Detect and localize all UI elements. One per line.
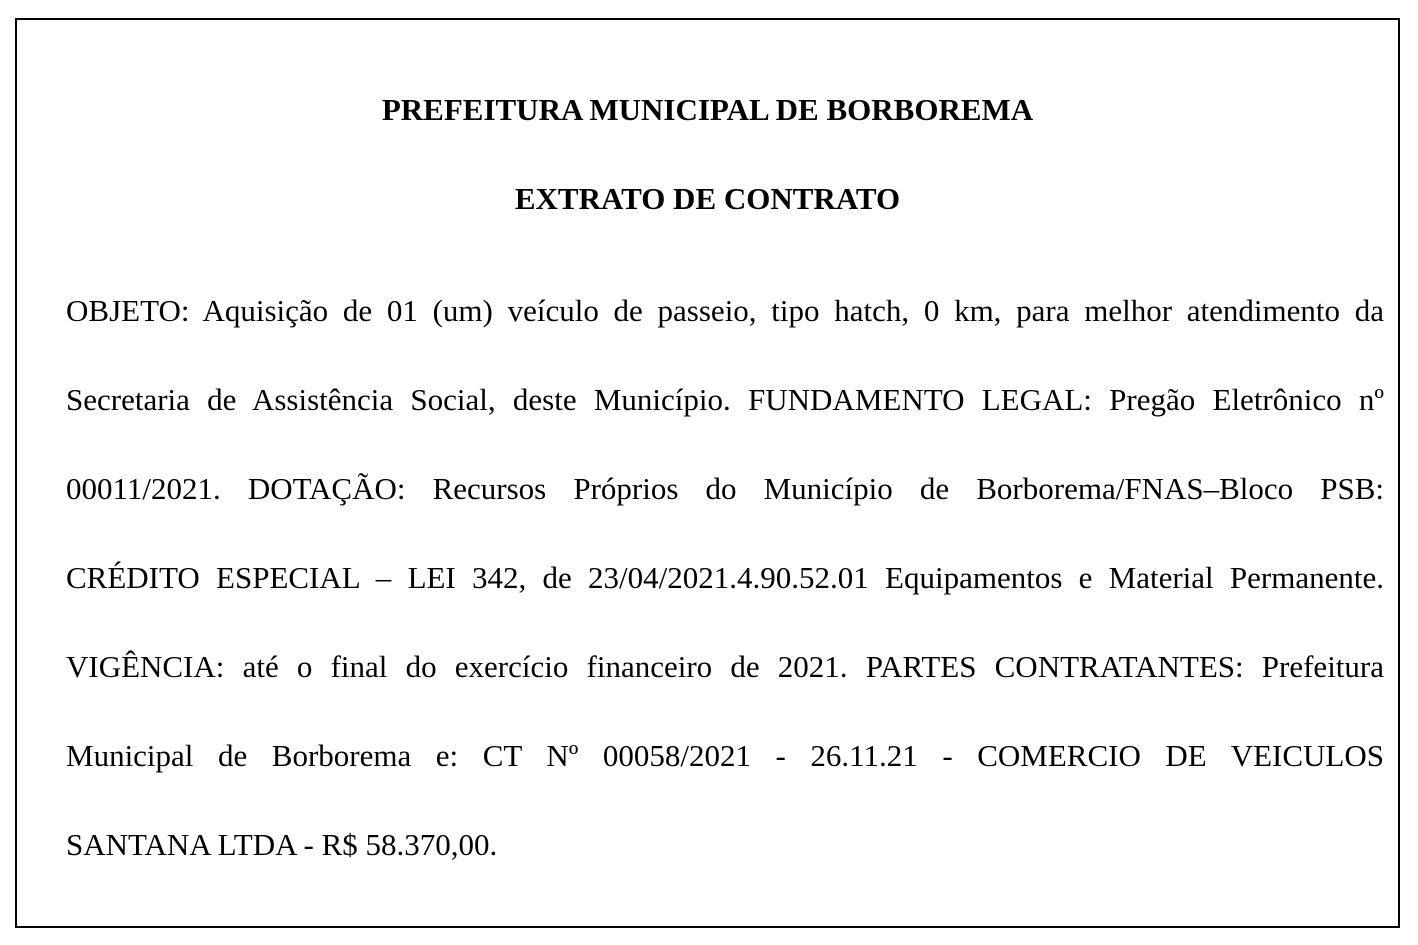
body-line: Municipal de Borborema e: CT Nº 00058/2021 - 26.11.21 - COMERCIO DE VEICULOS [66,738,1384,773]
body-line: SANTANA LTDA - R$ 58.370,00. [66,827,498,862]
issuer-heading: PREFEITURA MUNICIPAL DE BORBOREMA [381,92,1034,127]
body-line: VIGÊNCIA: até o final do exercício financeiro de 2021. PARTES CONTRATANTES: Prefeitura [66,649,1384,684]
document-title: EXTRATO DE CONTRATO [514,181,901,216]
body-line: 00011/2021. DOTAÇÃO: Recursos Próprios do Município de Borborema/FNAS–Bloco PSB: [66,471,1384,506]
notice-frame [15,18,1400,928]
contract-body [66,266,1384,889]
body-line: OBJETO: Aquisição de 01 (um) veículo de passeio, tipo hatch, 0 km, para melhor atendimento da [66,293,1384,328]
body-line: Secretaria de Assistência Social, deste Município. FUNDAMENTO LEGAL: Pregão Eletrônico nº [66,382,1384,417]
body-line: CRÉDITO ESPECIAL – LEI 342, de 23/04/2021.4.90.52.01 Equipamentos e Material Permanente. [66,560,1384,595]
